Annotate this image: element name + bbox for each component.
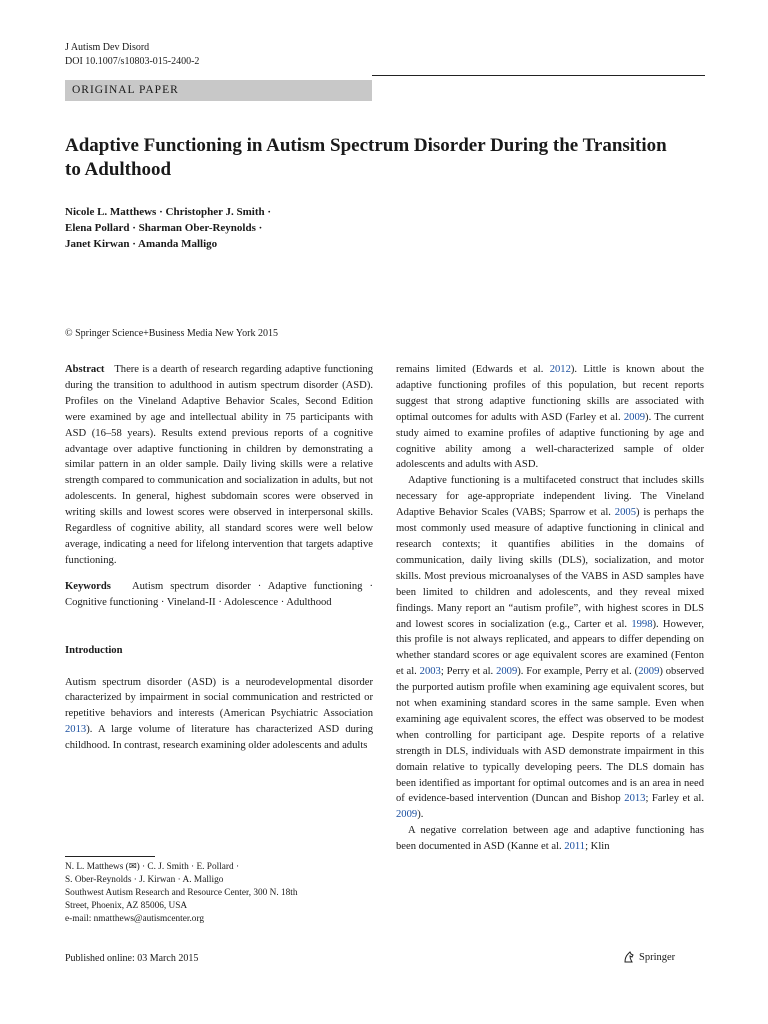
citation-link[interactable]: 2003 — [419, 666, 441, 678]
doi[interactable]: DOI 10.1007/s10803-015-2400-2 — [65, 56, 200, 67]
citation-link[interactable]: 2009 — [623, 411, 646, 423]
author-line[interactable]: Janet Kirwan · Amanda Malligo — [65, 238, 218, 250]
abstract — [65, 362, 373, 569]
right-column — [396, 362, 704, 855]
body-paragraph: A negative correlation between age and adaptive functioning has been documented in ASD (Kanne et al. 2011; Klin — [396, 825, 704, 853]
author-line[interactable]: Nicole L. Matthews · Christopher J. Smith · — [65, 206, 272, 218]
citation-link[interactable]: 2013 — [624, 793, 646, 805]
springer-horse-icon — [622, 950, 636, 964]
header-rule — [372, 75, 705, 76]
published-date: Published online: 03 March 2015 — [65, 953, 199, 964]
citation-link[interactable]: 2013 — [65, 724, 87, 736]
journal-name: J Autism Dev Disord — [65, 42, 150, 53]
footnote-line: Street, Phoenix, AZ 85006, USA — [65, 901, 188, 911]
author-footnote — [65, 861, 373, 926]
citation-link[interactable]: 2009 — [638, 666, 660, 678]
author-line[interactable]: Elena Pollard · Sharman Ober-Reynolds · — [65, 222, 263, 234]
left-column — [65, 362, 373, 754]
article-type-label: ORIGINAL PAPER — [72, 84, 179, 96]
author-list — [65, 204, 485, 252]
abstract-label: Abstract — [65, 364, 105, 375]
paper-title: Adaptive Functioning in Autism Spectrum Disorder During the Transition to Adulthood — [65, 135, 667, 180]
keywords-text: Autism spectrum disorder · Adaptive functioning · Cognitive functioning · Vineland-II · Adolescence · Adulthood — [65, 580, 374, 608]
intro-paragraph: Autism spectrum disorder (ASD) is a neurodevelopmental disorder characterized by impairment in social communication and restricted or repetitive behaviors and interests (American Psychiatric Association 2013). A large volume of literature has characterized ASD during childhood. In contrast, research examining older adolescents and adults — [65, 676, 373, 752]
copyright-notice: © Springer Science+Business Media New York 2015 — [65, 328, 278, 339]
footnote-line: Southwest Autism Research and Resource Center, 300 N. 18th — [65, 888, 298, 898]
citation-link[interactable]: 2009 — [496, 666, 518, 678]
citation-link[interactable]: 1998 — [631, 618, 653, 630]
article-type-banner — [65, 80, 372, 101]
journal-header — [65, 41, 199, 69]
citation-link[interactable]: 2011 — [564, 841, 586, 853]
footnote-line: S. Ober-Reynolds · J. Kirwan · A. Malligo — [65, 875, 224, 885]
citation-link[interactable]: 2005 — [614, 507, 636, 519]
publisher-name: Springer — [639, 951, 676, 963]
body-paragraph: Adaptive functioning is a multifaceted construct that includes skills necessary for age-appropriate independent living. The Vineland Adaptive Behavior Scales (VABS; Sparrow et al. 2005) is perhaps the most commonly used measure of adaptive functioning in clinical and research contexts; it quantifies abilities in the domains of communication, daily living skills (DLS), socialization, and motor skills. Most previous microanalyses of the VABS in ASD samples have been limited to children and adolescents, and they reveal mixed findings. Many report an “autism profile”, with highest scores in DLS and lowest scores in socialization (e.g., Carter et al. 1998). However, this profile is not always replicated, and appears to differ depending on whether standard scores or age equivalent scores are examined (Fenton et al. 2003; Perry et al. 2009). For example, Perry et al. (2009) observed the purported autism profile when examining age equivalent scores, but not when examining standard scores in the same sample. Even when examining age equivalent scores, the effect was observed to be modest when controlling for participant age. Despite reports of a relative strength in DLS, individuals with ASD demonstrate impairment in this domain relative to typically developing peers. The DLS domain has been identified as important for optimal outcomes and is an area in need of evidence-based intervention (Duncan and Bishop 2013; Farley et al. 2009). — [396, 475, 704, 821]
citation-link[interactable]: 2009 — [396, 809, 418, 821]
abstract-text: There is a dearth of research regarding adaptive functioning during the transition to adulthood in autism spectrum disorder (ASD). Profiles on the Vineland Adaptive Behavior Scales, Second Edition were examined by age and intellectual ability in 75 participants with ASD (16–58 years). Results extend previous reports of a cognitive advantage over adaptive functioning in children by demonstrating a similar pattern in an older sample. Daily living skills were a relative strength compared to communication and socialization in adults, but not adolescents. In general, highest subdomain scores were observed in writing skills and lowest scores were observed in interpersonal skills. Regardless of cognitive ability, all standard scores were well below average, indicating a need for lifelong intervention that targets adaptive functioning. — [65, 364, 374, 566]
keywords-label: Keywords — [65, 580, 111, 592]
body-paragraph: remains limited (Edwards et al. 2012). Little is known about the adaptive functioning profiles of this population, but recent reports suggest that strong adaptive functioning skills are associated with optimal outcomes for adults with ASD (Farley et al. 2009). The current study aimed to examine profiles of adaptive functioning by age and cognitive ability among a well-characterized sample of older adolescents and adults with ASD. — [396, 364, 705, 471]
keywords — [65, 579, 373, 611]
section-heading-introduction: Introduction — [65, 644, 123, 656]
citation-link[interactable]: 2012 — [549, 364, 571, 375]
footnote-rule — [65, 856, 155, 857]
footnote-line: N. L. Matthews (✉) · C. J. Smith · E. Pollard · — [65, 862, 240, 872]
publisher-logo — [622, 950, 675, 964]
footnote-email[interactable]: e-mail: nmatthews@autismcenter.org — [65, 914, 205, 924]
